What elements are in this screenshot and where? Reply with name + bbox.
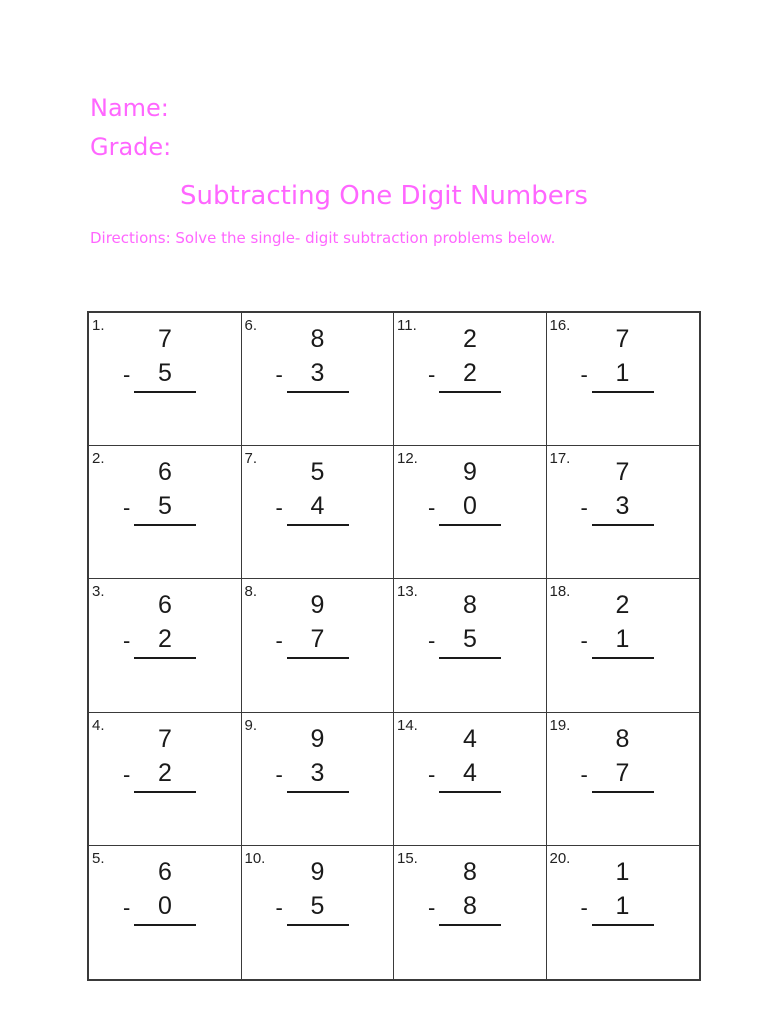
minuend: 9 xyxy=(310,591,325,620)
minuend: 7 xyxy=(158,724,172,753)
problem-number: 17. xyxy=(549,450,571,468)
minus-sign: - xyxy=(580,495,588,521)
minuend: 2 xyxy=(615,591,630,620)
subtrahend: 7 xyxy=(615,758,630,787)
answer-line xyxy=(592,657,654,659)
minus-sign: - xyxy=(275,761,283,787)
problem-cell xyxy=(547,579,700,712)
minuend: 5 xyxy=(310,458,325,487)
minuend: 4 xyxy=(463,724,477,753)
minuend: 9 xyxy=(310,724,325,753)
problem-number: 10. xyxy=(244,849,266,867)
minus-sign: - xyxy=(123,761,131,787)
problem-cell xyxy=(242,579,395,712)
minus-sign: - xyxy=(580,761,588,787)
answer-line xyxy=(287,791,349,793)
problem-number: 6. xyxy=(244,317,258,334)
subtrahend: 7 xyxy=(310,625,325,654)
subtrahend: 2 xyxy=(463,359,477,387)
answer-line xyxy=(592,524,654,526)
minus-sign: - xyxy=(275,495,283,521)
directions-text: Directions: Solve the single- digit subtraction problems below. xyxy=(90,229,556,247)
minus-sign: - xyxy=(123,894,131,920)
answer-line xyxy=(134,391,196,393)
subtrahend: 1 xyxy=(615,891,630,920)
minuend: 2 xyxy=(463,325,477,353)
minus-sign: - xyxy=(428,628,436,654)
problem-number: 4. xyxy=(92,716,105,734)
problem-cell xyxy=(89,846,242,979)
subtrahend: 0 xyxy=(463,492,477,521)
answer-line xyxy=(439,924,501,926)
worksheet-title: Subtracting One Digit Numbers xyxy=(180,181,588,211)
problem-number: 15. xyxy=(397,849,418,867)
problem-cell xyxy=(242,446,395,579)
answer-line xyxy=(439,791,501,793)
problem-grid xyxy=(87,311,701,981)
problem-cell xyxy=(89,313,242,446)
problem-number: 20. xyxy=(549,849,571,867)
minuend: 8 xyxy=(463,591,477,620)
answer-line xyxy=(592,391,654,393)
problem-number: 2. xyxy=(92,450,105,468)
problem-number: 13. xyxy=(397,583,418,601)
problem-cell xyxy=(242,713,395,846)
subtrahend: 8 xyxy=(463,891,477,920)
answer-line xyxy=(134,657,196,659)
minuend: 7 xyxy=(158,325,172,353)
minus-sign: - xyxy=(580,894,588,920)
answer-line xyxy=(287,924,349,926)
problem-number: 5. xyxy=(92,849,105,867)
subtrahend: 2 xyxy=(158,625,172,654)
minus-sign: - xyxy=(275,628,283,654)
minuend: 9 xyxy=(310,857,325,886)
problem-cell xyxy=(394,713,547,846)
minus-sign: - xyxy=(123,628,131,654)
minuend: 8 xyxy=(310,325,325,353)
problem-cell xyxy=(547,313,700,446)
minuend: 6 xyxy=(158,857,172,886)
minus-sign: - xyxy=(580,628,588,654)
subtrahend: 3 xyxy=(310,758,325,787)
subtrahend: 4 xyxy=(310,492,325,521)
minuend: 6 xyxy=(158,591,172,620)
answer-line xyxy=(287,391,349,393)
answer-line xyxy=(439,391,501,393)
answer-line xyxy=(134,924,196,926)
minuend: 7 xyxy=(615,325,630,353)
subtrahend: 4 xyxy=(463,758,477,787)
subtrahend: 5 xyxy=(310,891,325,920)
minus-sign: - xyxy=(428,894,436,920)
subtrahend: 5 xyxy=(158,359,172,387)
problem-number: 8. xyxy=(244,583,258,601)
minus-sign: - xyxy=(428,495,436,521)
problem-number: 9. xyxy=(244,716,258,734)
minus-sign: - xyxy=(428,761,436,787)
problem-cell xyxy=(89,446,242,579)
problem-number: 16. xyxy=(549,317,571,334)
subtrahend: 5 xyxy=(463,625,477,654)
name-label: Name: xyxy=(90,94,169,122)
subtrahend: 3 xyxy=(615,492,630,521)
answer-line xyxy=(592,924,654,926)
minus-sign: - xyxy=(428,362,436,387)
minus-sign: - xyxy=(123,362,131,387)
problem-cell xyxy=(242,313,395,446)
answer-line xyxy=(134,791,196,793)
minuend: 9 xyxy=(463,458,477,487)
answer-line xyxy=(134,524,196,526)
answer-line xyxy=(287,657,349,659)
problem-cell xyxy=(394,313,547,446)
minus-sign: - xyxy=(123,495,131,521)
problem-cell xyxy=(547,846,700,979)
problem-cell xyxy=(394,446,547,579)
answer-line xyxy=(592,791,654,793)
problem-number: 7. xyxy=(244,450,258,468)
problem-number: 12. xyxy=(397,450,418,468)
problem-number: 3. xyxy=(92,583,105,601)
grade-label: Grade: xyxy=(90,133,172,161)
subtrahend: 1 xyxy=(615,625,630,654)
subtrahend: 5 xyxy=(158,492,172,521)
problem-cell xyxy=(547,713,700,846)
minus-sign: - xyxy=(275,894,283,920)
minus-sign: - xyxy=(580,362,588,387)
subtrahend: 1 xyxy=(615,359,630,387)
problem-cell xyxy=(547,446,700,579)
problem-number: 11. xyxy=(397,317,417,334)
minus-sign: - xyxy=(275,362,283,387)
problem-number: 1. xyxy=(92,317,105,334)
minuend: 1 xyxy=(615,857,630,886)
subtrahend: 0 xyxy=(158,891,172,920)
problem-cell xyxy=(394,846,547,979)
answer-line xyxy=(439,524,501,526)
problem-cell xyxy=(394,579,547,712)
problem-cell xyxy=(89,579,242,712)
problem-number: 18. xyxy=(549,583,571,601)
minuend: 8 xyxy=(615,724,630,753)
answer-line xyxy=(439,657,501,659)
problem-number: 14. xyxy=(397,716,418,734)
problem-number: 19. xyxy=(549,716,571,734)
minuend: 7 xyxy=(615,458,630,487)
problem-cell xyxy=(89,713,242,846)
subtrahend: 2 xyxy=(158,758,172,787)
problem-cell xyxy=(242,846,395,979)
minuend: 6 xyxy=(158,458,172,487)
minuend: 8 xyxy=(463,857,477,886)
answer-line xyxy=(287,524,349,526)
subtrahend: 3 xyxy=(310,359,325,387)
